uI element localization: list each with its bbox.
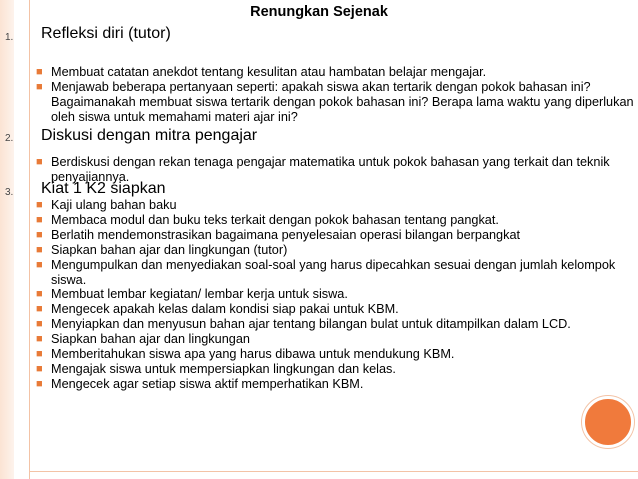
- list-item: ■ Membuat lembar kegiatan/ lembar kerja untuk siswa.: [36, 287, 348, 302]
- section-heading: Kiat 1 K2 siapkan: [41, 180, 166, 197]
- bullet-icon: ■: [36, 80, 43, 93]
- section-number: 3.: [5, 187, 14, 198]
- bullet-icon: ■: [36, 318, 43, 331]
- list-item: ■ Menjawab beberapa pertanyaan seperti: apakah siswa akan tertarik dengan pokok bahasan ini? Bagaimanakah membuat siswa tertarik dengan pokok bahasan ini? Berapa lama waktu yang diperlukan oleh siswa untuk memahami materi ajar ini?: [36, 79, 634, 124]
- bullet-icon: ■: [36, 362, 43, 375]
- section-number: 2.: [5, 133, 14, 144]
- list-item: ■ Mengumpulkan dan menyediakan soal-soal yang harus dipecahkan sesuai dengan jumlah kelompok siswa.: [36, 257, 616, 287]
- decorative-circle: [582, 396, 634, 448]
- list-item: ■ Siapkan bahan ajar dan lingkungan: [36, 332, 250, 347]
- bullet-icon: ■: [36, 288, 43, 301]
- section-1-list: [36, 65, 636, 125]
- bullet-icon: ■: [36, 66, 43, 78]
- frame-line-horizontal: [29, 471, 638, 472]
- bullet-icon: ■: [36, 213, 43, 226]
- section-heading: Refleksi diri (tutor): [41, 25, 171, 42]
- list-item: ■ Mengajak siswa untuk mempersiapkan lingkungan dan kelas.: [36, 361, 396, 376]
- bullet-icon: ■: [36, 199, 43, 211]
- bullet-icon: ■: [36, 156, 43, 168]
- list-item: ■ Mengecek agar setiap siswa aktif memperhatikan KBM.: [36, 376, 364, 391]
- section-number: 1.: [5, 32, 14, 43]
- list-item: ■ Berdiskusi dengan rekan tenaga pengajar matematika untuk pokok bahasan yang terkait dan teknik penyajiannya.: [36, 155, 610, 184]
- bullet-icon: ■: [36, 303, 43, 316]
- section-3-list: [36, 198, 636, 392]
- bullet-icon: ■: [36, 348, 43, 361]
- list-item: ■ Memberitahukan siswa apa yang harus dibawa untuk mendukung KBM.: [36, 347, 455, 362]
- list-item: ■ Membaca modul dan buku teks terkait dengan pokok bahasan tentang pangkat.: [36, 212, 499, 227]
- left-decor-strip: [0, 0, 14, 479]
- list-item: ■ Berlatih mendemonstrasikan bagaimana penyelesaian operasi bilangan berpangkat: [36, 227, 521, 242]
- bullet-icon: ■: [36, 377, 43, 390]
- slide-title: Renungkan Sejenak: [250, 4, 388, 20]
- section-heading: Diskusi dengan mitra pengajar: [41, 127, 258, 144]
- bullet-icon: ■: [36, 258, 43, 271]
- list-item: ■ Menyiapkan dan menyusun bahan ajar tentang bilangan bulat untuk ditampilkan dalam LCD.: [36, 317, 571, 332]
- frame-line-vertical: [29, 0, 30, 479]
- bullet-icon: ■: [36, 333, 43, 346]
- list-item: ■ Mengecek apakah kelas dalam kondisi siap pakai untuk KBM.: [36, 302, 399, 317]
- bullet-icon: ■: [36, 243, 43, 256]
- list-item: ■ Kaji ulang bahan baku: [36, 198, 177, 212]
- bullet-icon: ■: [36, 228, 43, 241]
- list-item: ■ Siapkan bahan ajar dan lingkungan (tutor): [36, 242, 288, 257]
- list-item: ■ Membuat catatan anekdot tentang kesulitan atau hambatan belajar mengajar.: [36, 65, 487, 79]
